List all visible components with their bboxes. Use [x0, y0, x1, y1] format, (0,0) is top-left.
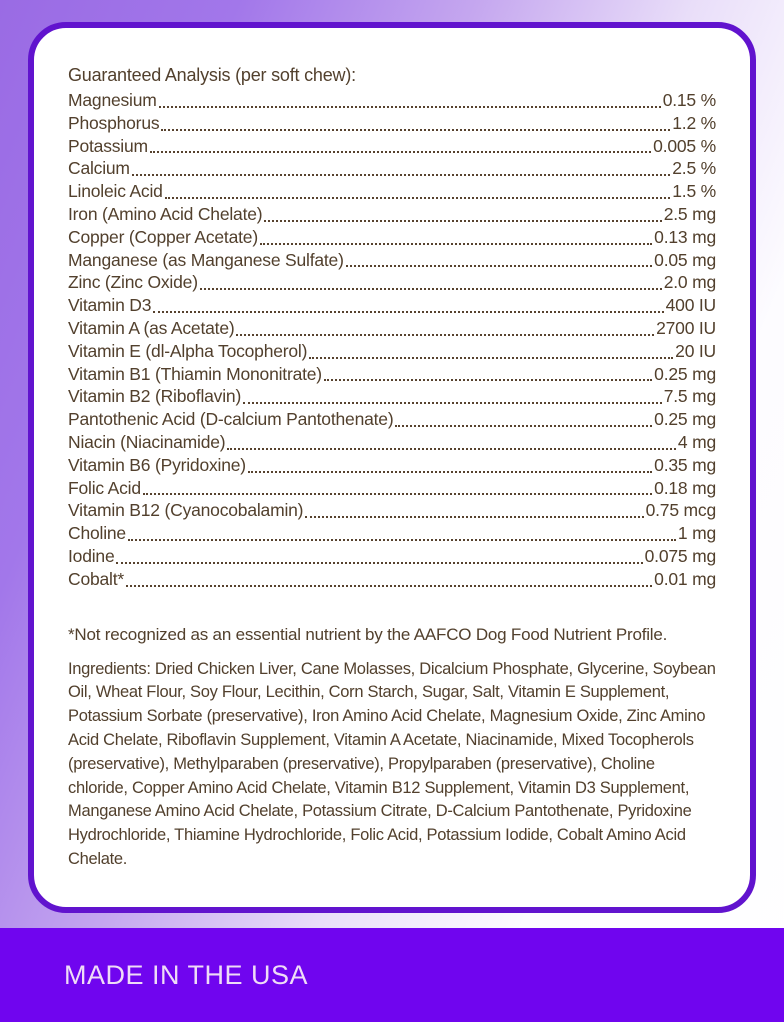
nutrient-value: 7.5 mg	[663, 386, 716, 407]
analysis-row	[68, 545, 716, 568]
nutrient-value: 0.35 mg	[654, 454, 716, 475]
dotted-leader	[309, 357, 673, 359]
dotted-leader	[165, 197, 671, 199]
nutrient-name: Magnesium	[68, 90, 157, 110]
nutrient-value: 4 mg	[677, 431, 716, 452]
analysis-row	[68, 135, 716, 158]
dotted-leader	[161, 129, 670, 131]
nutrient-value: 20 IU	[675, 340, 716, 361]
guaranteed-analysis-header: Guaranteed Analysis (per soft chew):	[68, 65, 356, 85]
nutrient-name: Zinc (Zinc Oxide)	[68, 272, 198, 293]
nutrient-value: 0.15 %	[662, 90, 716, 110]
dotted-leader	[126, 585, 652, 587]
analysis-row	[68, 249, 716, 272]
dotted-leader	[395, 425, 652, 427]
dotted-leader	[150, 151, 651, 153]
nutrient-value: 2700 IU	[656, 317, 716, 338]
analysis-row	[68, 340, 716, 363]
dotted-leader	[200, 288, 662, 290]
analysis-row	[68, 363, 716, 386]
guaranteed-analysis-list	[68, 89, 716, 591]
nutrient-name: Phosphorus	[68, 112, 160, 133]
nutrient-value: 0.13 mg	[654, 226, 716, 247]
dotted-leader	[128, 539, 676, 541]
nutrient-name: Copper (Copper Acetate)	[68, 226, 258, 247]
nutrient-value: 0.25 mg	[654, 363, 716, 384]
nutrient-name: Vitamin D3	[68, 295, 152, 316]
analysis-row	[68, 317, 716, 340]
nutrient-name: Manganese (as Manganese Sulfate)	[68, 249, 344, 270]
nutrient-value: 400 IU	[665, 295, 716, 316]
analysis-row	[68, 89, 716, 112]
dotted-leader	[243, 402, 662, 404]
nutrient-value: 0.005 %	[653, 135, 716, 156]
analysis-row	[68, 157, 716, 180]
nutrient-value: 2.5 mg	[663, 203, 716, 224]
dotted-leader	[236, 334, 654, 336]
nutrient-value: 0.075 mg	[644, 545, 716, 566]
nutrient-name: Linoleic Acid	[68, 181, 163, 202]
analysis-row	[68, 522, 716, 545]
nutrient-name: Vitamin A (as Acetate)	[68, 317, 235, 338]
analysis-row	[68, 203, 716, 226]
nutrient-name: Calcium	[68, 158, 130, 179]
analysis-row	[68, 294, 716, 317]
analysis-row	[68, 226, 716, 249]
nutrient-name: Potassium	[68, 135, 148, 156]
dotted-leader	[116, 562, 642, 564]
made-in-usa-banner	[0, 928, 784, 1022]
analysis-row	[68, 499, 716, 522]
nutrient-name: Vitamin B12 (Cyanocobalamin)	[68, 500, 304, 521]
analysis-row	[68, 112, 716, 135]
nutrient-value: 1.5 %	[672, 181, 716, 202]
dotted-leader	[264, 220, 661, 222]
nutrient-name: Folic Acid	[68, 477, 141, 498]
nutrient-value: 0.18 mg	[654, 477, 716, 498]
analysis-row	[68, 477, 716, 500]
nutrient-name: Vitamin B2 (Riboflavin)	[68, 386, 242, 407]
nutrient-name: Vitamin B1 (Thiamin Mononitrate)	[68, 363, 322, 384]
dotted-leader	[346, 265, 652, 267]
dotted-leader	[132, 174, 670, 176]
nutrient-value: 1 mg	[677, 523, 716, 544]
nutrient-name: Vitamin E (dl-Alpha Tocopherol)	[68, 340, 308, 361]
nutrient-value: 2.0 mg	[663, 272, 716, 293]
nutrient-name: Cobalt*	[68, 568, 124, 589]
made-in-usa-text: MADE IN THE USA	[64, 959, 309, 990]
dotted-leader	[159, 106, 661, 108]
analysis-row	[68, 454, 716, 477]
nutrient-value: 0.05 mg	[654, 249, 716, 270]
dotted-leader	[153, 311, 663, 313]
dotted-leader	[305, 516, 643, 518]
analysis-row	[68, 431, 716, 454]
nutrient-value: 1.2 %	[672, 112, 716, 133]
nutrient-name: Niacin (Niacinamide)	[68, 431, 226, 452]
analysis-row	[68, 568, 716, 591]
analysis-row	[68, 271, 716, 294]
dotted-leader	[227, 448, 675, 450]
nutrient-value: 0.25 mg	[654, 409, 716, 430]
nutrient-name: Choline	[68, 523, 126, 544]
dotted-leader	[324, 379, 652, 381]
dotted-leader	[248, 471, 652, 473]
nutrient-value: 0.01 mg	[654, 568, 716, 589]
dotted-leader	[143, 493, 652, 495]
nutrient-value: 2.5 %	[672, 158, 716, 179]
dotted-leader	[260, 243, 652, 245]
analysis-row	[68, 408, 716, 431]
nutrient-value: 0.75 mcg	[645, 500, 716, 521]
aafco-footnote: *Not recognized as an essential nutrient by the AAFCO Dog Food Nutrient Profile.	[68, 624, 668, 644]
analysis-row	[68, 180, 716, 203]
nutrient-name: Pantothenic Acid (D-calcium Pantothenate)	[68, 409, 394, 430]
label-card	[28, 22, 756, 913]
nutrient-name: Iron (Amino Acid Chelate)	[68, 203, 263, 224]
ingredients-paragraph: Ingredients: Dried Chicken Liver, Cane Molasses, Dicalcium Phosphate, Glycerine, Soybean Oil, Wheat Flour, Soy Flour, Lecithin, Corn Starch, Sugar, Salt, Vitamin E Supplement, Potassium Sorbate (preservative), Iron Amino Acid Chelate, Magnesium Oxide, Zinc Amino Acid Chelate, Riboflavin Supplement, Vitamin A Acetate, Niacinamide, Mixed Tocopherols (preservative), Methylparaben (preservative), Propylparaben (preservative), Choline chloride, Copper Amino Acid Chelate, Vitamin B12 Supplement, Vitamin D3 Supplement, Manganese Amino Acid Chelate, Potassium Citrate, D-Calcium Pantothenate, Pyridoxine Hydrochloride, Thiamine Hydrochloride, Folic Acid, Potassium Iodide, Cobalt Amino Acid Chelate.	[68, 659, 716, 868]
nutrient-name: Iodine	[68, 545, 115, 566]
analysis-row	[68, 385, 716, 408]
nutrient-name: Vitamin B6 (Pyridoxine)	[68, 454, 246, 475]
